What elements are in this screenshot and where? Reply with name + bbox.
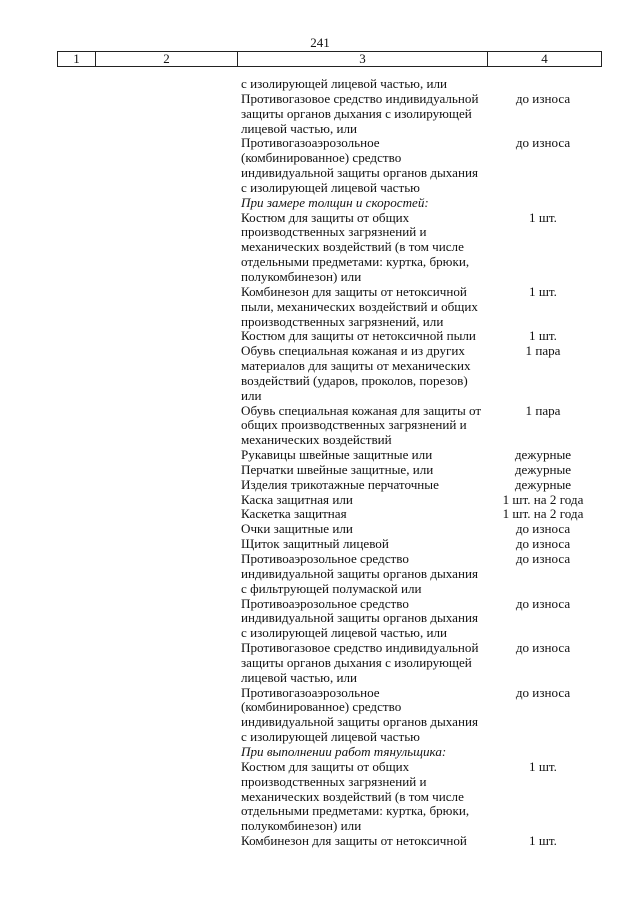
column-3-number: 3 [238, 52, 488, 67]
list-item [0, 522, 640, 537]
item-name: Каска защитная или [241, 491, 353, 507]
item-name: с изолирующей лицевой частью [241, 729, 420, 745]
wear-period [486, 374, 600, 389]
item-name: лицевой частью, или [241, 669, 358, 685]
list-item [0, 211, 640, 226]
wear-period: 1 шт. [529, 209, 557, 225]
item-name: Костюм для защиты от нетоксичной пыли [241, 328, 476, 344]
item-name: защиты органов дыхания с изолирующей [241, 654, 472, 670]
item-name: с изолирующей лицевой частью, или [241, 625, 448, 641]
wear-period [486, 389, 600, 404]
item-name: Противогазоаэрозольное [241, 684, 380, 700]
list-item [0, 92, 640, 107]
wear-period [486, 77, 600, 92]
item-name: Изделия трикотажные перчаточные [241, 476, 439, 492]
list-item [0, 641, 640, 656]
list-item [0, 686, 640, 701]
item-name: механических воздействий [241, 432, 392, 448]
wear-period: дежурные [514, 447, 572, 463]
wear-period: до износа [515, 521, 571, 537]
wear-period [486, 626, 600, 641]
column-number-header [57, 51, 602, 67]
column-2-number: 2 [96, 52, 238, 67]
list-item [0, 136, 640, 151]
section-heading-row [0, 196, 640, 211]
wear-period: 1 шт. на 2 года [502, 506, 584, 522]
list-item [0, 478, 640, 493]
item-name: Противогазовое средство индивидуальной [241, 90, 479, 106]
wear-period [486, 166, 600, 181]
item-name: механических воздействий (в том числе [241, 788, 464, 804]
list-item [0, 374, 640, 389]
item-name: Перчатки швейные защитные, или [241, 461, 434, 477]
list-item [0, 418, 640, 433]
list-item [0, 507, 640, 522]
list-item [0, 463, 640, 478]
item-name: лицевой частью, или [241, 120, 358, 136]
wear-period [486, 819, 600, 834]
item-name: индивидуальной защиты органов дыхания [241, 565, 479, 581]
list-item [0, 730, 640, 745]
wear-period [486, 804, 600, 819]
wear-period [486, 567, 600, 582]
item-name: Противоаэрозольное средство [241, 551, 409, 566]
list-item [0, 537, 640, 552]
wear-period: до износа [515, 640, 571, 656]
wear-period [486, 671, 600, 686]
wear-period [486, 151, 600, 166]
item-name: воздействий (ударов, проколов, порезов) [241, 372, 468, 388]
item-name: пыли, механических воздействий и общих [241, 298, 478, 314]
list-item [0, 656, 640, 671]
list-item [0, 626, 640, 641]
list-item [0, 270, 640, 285]
item-name: Противогазовое средство индивидуальной [241, 640, 479, 656]
item-name: Противоаэрозольное средство [241, 595, 409, 611]
item-name: с изолирующей лицевой частью, или [241, 76, 448, 91]
item-name: (комбинированное) средство [241, 699, 402, 715]
item-name: полукомбинезон) или [241, 818, 362, 834]
list-item [0, 552, 640, 567]
item-name: Обувь специальная кожаная для защиты от [241, 402, 482, 418]
wear-period [486, 315, 600, 330]
item-name: индивидуальной защиты органов дыхания [241, 165, 479, 181]
item-name: Костюм для защиты от общих [241, 209, 410, 225]
wear-period [486, 745, 600, 760]
list-item [0, 151, 640, 166]
item-name: полукомбинезон) или [241, 268, 362, 284]
list-item [0, 107, 640, 122]
list-item [0, 597, 640, 612]
list-item [0, 775, 640, 790]
list-item [0, 389, 640, 404]
list-item [0, 166, 640, 181]
page-number: 241 [310, 35, 330, 50]
item-name: Обувь специальная кожаная и из других [241, 343, 465, 359]
wear-period [486, 700, 600, 715]
section-heading: При выполнении работ тянульщика: [241, 743, 447, 759]
list-item [0, 493, 640, 508]
list-item [0, 804, 640, 819]
list-item [0, 433, 640, 448]
wear-period: дежурные [514, 461, 572, 477]
wear-period [486, 107, 600, 122]
item-name: с изолирующей лицевой частью [241, 179, 420, 195]
list-item [0, 715, 640, 730]
wear-period: до износа [515, 551, 571, 566]
wear-period [486, 225, 600, 240]
list-item [0, 255, 640, 270]
item-name: механических воздействий (в том числе [241, 239, 464, 255]
item-name: отдельными предметами: куртка, брюки, [241, 803, 470, 819]
wear-period: 1 пара [525, 402, 561, 418]
wear-period [486, 181, 600, 196]
list-item [0, 760, 640, 775]
item-name: общих производственных загрязнений и [241, 417, 467, 433]
list-item [0, 404, 640, 419]
list-item [0, 567, 640, 582]
section-heading-row [0, 745, 640, 760]
item-name: производственных загрязнений и [241, 773, 427, 789]
item-name: производственных загрязнений, или [241, 313, 444, 329]
list-item [0, 671, 640, 686]
list-item [0, 122, 640, 137]
item-name: или [241, 387, 262, 403]
wear-period: до износа [515, 595, 571, 611]
item-name: с фильтрующей полумаской или [241, 580, 422, 596]
list-item [0, 611, 640, 626]
section-heading: При замере толщин и скоростей: [241, 194, 429, 210]
item-name: Комбинезон для защиты от нетоксичной [241, 283, 467, 299]
wear-period [486, 122, 600, 137]
wear-period [486, 790, 600, 805]
wear-period [486, 270, 600, 285]
item-name: отдельными предметами: куртка, брюки, [241, 254, 470, 270]
wear-period [486, 775, 600, 790]
item-name: индивидуальной защиты органов дыхания [241, 610, 479, 626]
item-name: Противогазоаэрозольное [241, 135, 380, 151]
wear-period: 1 пара [525, 343, 561, 359]
list-item [0, 834, 640, 849]
wear-period [486, 196, 600, 211]
list-item [0, 329, 640, 344]
list-item [0, 359, 640, 374]
wear-period: 1 шт. [529, 758, 557, 774]
wear-period: 1 шт. на 2 года [502, 491, 584, 507]
list-item [0, 819, 640, 834]
wear-period [486, 730, 600, 745]
column-4-number: 4 [488, 52, 602, 67]
item-name: индивидуальной защиты органов дыхания [241, 714, 479, 730]
item-name: (комбинированное) средство [241, 150, 402, 166]
wear-period: до износа [515, 684, 571, 700]
wear-period [486, 359, 600, 374]
wear-period [486, 255, 600, 270]
list-item [0, 77, 640, 92]
wear-period: до износа [515, 90, 571, 106]
list-item [0, 240, 640, 255]
item-name: защиты органов дыхания с изолирующей [241, 105, 472, 121]
list-item [0, 700, 640, 715]
wear-period [486, 611, 600, 626]
wear-period [486, 300, 600, 315]
wear-period: до износа [515, 536, 571, 552]
list-item [0, 582, 640, 597]
list-item [0, 181, 640, 196]
item-name: Рукавицы швейные защитные или [241, 447, 433, 463]
list-item [0, 448, 640, 463]
item-name: Каскетка защитная [241, 506, 347, 522]
item-name: производственных загрязнений и [241, 224, 427, 240]
wear-period [486, 418, 600, 433]
list-item [0, 315, 640, 330]
item-name: материалов для защиты от механических [241, 358, 471, 374]
list-item [0, 225, 640, 240]
item-name: Комбинезон для защиты от нетоксичной [241, 833, 467, 849]
wear-period: до износа [515, 135, 571, 151]
wear-period: 1 шт. [529, 283, 557, 299]
column-1-number: 1 [58, 52, 96, 67]
list-item [0, 300, 640, 315]
item-name: Костюм для защиты от общих [241, 758, 410, 774]
list-item [0, 344, 640, 359]
list-item [0, 790, 640, 805]
wear-period [486, 715, 600, 730]
wear-period: 1 шт. [529, 833, 557, 849]
list-item [0, 285, 640, 300]
wear-period [486, 433, 600, 448]
wear-period: 1 шт. [529, 328, 557, 344]
ppe-items-list [0, 77, 640, 849]
wear-period: дежурные [514, 476, 572, 492]
wear-period [486, 582, 600, 597]
item-name: Щиток защитный лицевой [241, 536, 389, 552]
wear-period [486, 656, 600, 671]
wear-period [486, 240, 600, 255]
item-name: Очки защитные или [241, 521, 353, 537]
